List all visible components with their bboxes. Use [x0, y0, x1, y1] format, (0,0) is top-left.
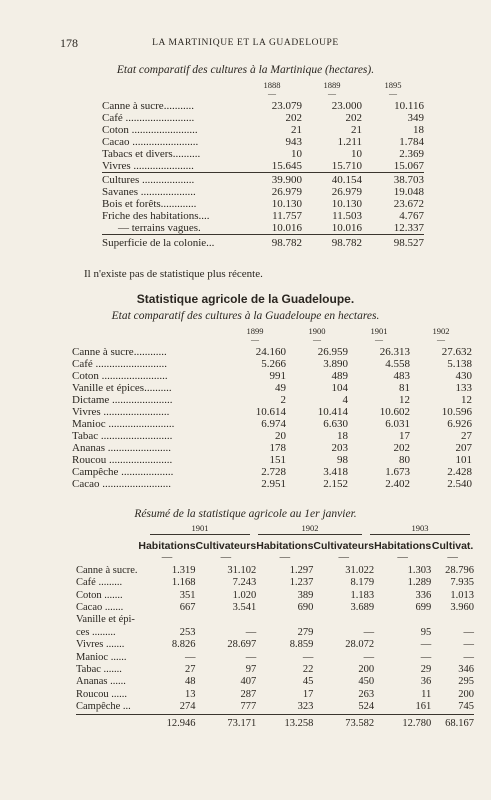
cell-value: 29 [420, 664, 432, 676]
cell-value: 11.503 [332, 210, 362, 222]
year-brace [150, 534, 250, 538]
cell-value: 28.796 [445, 564, 474, 576]
cell-value: 11.757 [272, 210, 302, 222]
table-row [72, 430, 472, 442]
running-head: LA MARTINIQUE ET LA GUADELOUPE [152, 38, 339, 48]
cell-value: 10 [291, 148, 302, 160]
cell-value: 3.960 [450, 602, 474, 614]
subheader: Habitations [138, 540, 196, 552]
guadeloupe-table-header: 1899 1900 1901 1902 — — — — [72, 326, 472, 343]
cell-value: 151 [269, 454, 286, 466]
guadeloupe-table-body [72, 346, 472, 490]
cell-value: 1.020 [232, 589, 257, 601]
cell-value: 98 [337, 454, 348, 466]
cell-value: 4 [342, 394, 348, 406]
cell-value: 202 [285, 112, 302, 124]
row-label: Vivres ...................... [102, 160, 194, 172]
cell-value: 28.697 [227, 639, 257, 651]
cell-value: 8.826 [171, 639, 196, 651]
cell-value: 27 [461, 430, 472, 442]
cell-value: 7.935 [450, 577, 474, 589]
row-label: Canne à sucre........... [102, 100, 194, 112]
cell-value: 49 [275, 382, 286, 394]
cell-value: 450 [358, 676, 375, 688]
row-label: Tabacs et divers.......... [102, 148, 201, 160]
cell-value: 202 [393, 442, 410, 454]
year-header: 1903 [411, 523, 429, 533]
cell-value: 1.303 [407, 564, 432, 576]
cell-value: 104 [331, 382, 348, 394]
cell-value: 10.414 [317, 406, 348, 418]
cell-value: 39.900 [242, 173, 302, 187]
cell-value: — [363, 626, 375, 638]
row-label: ces ......... [76, 626, 116, 638]
table-row [76, 602, 474, 614]
cell-value: 202 [345, 112, 362, 124]
cell-value: 21 [351, 124, 362, 136]
cell-value: 4.767 [399, 210, 424, 222]
cell-value: 7.243 [232, 577, 257, 589]
totals-row [76, 714, 474, 732]
row-label: Canne à sucre. [76, 564, 138, 576]
cell-value: 23.000 [331, 100, 362, 112]
cell-value: — [185, 651, 196, 663]
cell-value: 2.540 [447, 478, 472, 490]
cell-value: 10.016 [331, 222, 362, 234]
cell-value: 26.979 [271, 186, 302, 198]
cell-value: 274 [179, 701, 196, 713]
table-row [102, 186, 424, 198]
cell-value: 12 [399, 394, 410, 406]
cell-value: 8.179 [350, 577, 375, 589]
row-label: Canne à sucre............ [72, 346, 167, 358]
row-label: Cultures ................... [102, 173, 242, 187]
cell-value: 1.673 [385, 466, 410, 478]
table-row [102, 222, 424, 235]
table-row [72, 454, 472, 466]
table-row [102, 160, 424, 173]
cell-value: 26.959 [317, 346, 348, 358]
table-row [76, 676, 474, 688]
cell-value: 3.418 [323, 466, 348, 478]
cell-value: 10.130 [271, 198, 302, 210]
cell-value [256, 614, 313, 626]
subheader: Habitations [256, 540, 314, 552]
cell-value: 6.031 [385, 418, 410, 430]
table-row [102, 124, 424, 136]
row-label: Bois et forêts............. [102, 198, 197, 210]
row-label: Manioc ...... [76, 651, 127, 663]
table-row [76, 577, 474, 589]
cell-value: 10.596 [441, 406, 472, 418]
table-row [72, 358, 472, 370]
cell-value: 161 [415, 701, 432, 713]
row-label: Dictame ...................... [72, 394, 173, 406]
cell-value: 991 [269, 370, 286, 382]
cell-value: 1.013 [450, 589, 474, 601]
martinique-table: 1888 1889 1895 — — — [102, 80, 424, 97]
cell-value: 279 [297, 626, 314, 638]
table-row [76, 639, 474, 651]
cell-value: 263 [358, 688, 375, 700]
cell-value: 3.890 [323, 358, 348, 370]
subheader: Cultivat. [431, 540, 474, 552]
year-brace [370, 534, 470, 538]
row-label: Ananas ...... [76, 676, 126, 688]
cell-value: 15.710 [331, 160, 362, 172]
table1-note: Il n'existe pas de statistique plus récente. [84, 268, 263, 280]
cell-value: 98.782 [302, 235, 362, 251]
row-label: Cacao ......................... [72, 478, 171, 490]
cell-value [196, 614, 257, 626]
row-label: Cacao ....... [76, 602, 124, 614]
cell-value: 2.402 [385, 478, 410, 490]
total-value: 73.582 [313, 714, 374, 732]
section2-heading: Statistique agricole de la Guadeloupe. [136, 292, 355, 306]
cell-value: 13 [185, 688, 196, 700]
cell-value [313, 614, 374, 626]
cell-value: 389 [297, 589, 314, 601]
cell-value: 2.428 [447, 466, 472, 478]
year-header: 1902 [432, 326, 450, 336]
year-header: 1901 [191, 523, 209, 533]
cell-value: 2.369 [399, 148, 424, 160]
row-label: Café ......................... [102, 112, 195, 124]
cell-value: — [363, 651, 375, 663]
subheader: Habitations [374, 540, 432, 552]
cell-value: 203 [331, 442, 348, 454]
year-brace [258, 534, 362, 538]
cell-value: 667 [179, 602, 196, 614]
cell-value: 489 [331, 370, 348, 382]
cell-value: 81 [399, 382, 410, 394]
cell-value: 287 [240, 688, 257, 700]
cell-value: — [463, 651, 474, 663]
year-header: 1888 [263, 80, 281, 90]
cell-value: 524 [358, 701, 375, 713]
cell-value: 1.237 [289, 577, 314, 589]
cell-value: 10 [351, 148, 362, 160]
row-label: Superficie de la colonie... [102, 235, 242, 251]
table-row [76, 614, 474, 626]
table-row [72, 382, 472, 394]
cell-value: — [463, 639, 474, 651]
total-value: 13.258 [256, 714, 313, 732]
cell-value: 483 [393, 370, 410, 382]
cell-value: 6.926 [447, 418, 472, 430]
cell-value: 3.689 [350, 602, 375, 614]
cell-value: 5.138 [447, 358, 472, 370]
row-label: Vivres ....... [76, 639, 125, 651]
section3-title-text: Résumé de la statistique agricole au 1er janvier. [134, 508, 357, 520]
cell-value: 23.079 [271, 100, 302, 112]
cell-value: 1.784 [399, 136, 424, 148]
row-label: Tabac .......................... [72, 430, 173, 442]
cell-value: 2.951 [261, 478, 286, 490]
cell-value: 15.067 [393, 160, 424, 172]
cell-value: 31.102 [227, 564, 257, 576]
table-row [72, 442, 472, 454]
table-row [72, 478, 472, 490]
cell-value: 20 [275, 430, 286, 442]
row-label: Café .......................... [72, 358, 168, 370]
cell-value: 48 [185, 676, 196, 688]
cell-value: 943 [285, 136, 302, 148]
table-row [102, 148, 424, 160]
table-row [76, 590, 474, 602]
cell-value: 207 [455, 442, 472, 454]
cell-value: 26.979 [331, 186, 362, 198]
year-header: 1900 [308, 326, 326, 336]
row-label: Savanes .................... [102, 186, 196, 198]
cell-value: — [302, 651, 314, 663]
cell-value: 24.160 [255, 346, 286, 358]
martinique-table-body [102, 100, 424, 251]
total-value: 12.946 [138, 714, 195, 732]
cell-value: 17 [399, 430, 410, 442]
cell-value: 19.048 [393, 186, 424, 198]
cell-value: 10.016 [271, 222, 302, 234]
table-row [72, 418, 472, 430]
year-header: 1901 [370, 326, 388, 336]
cell-value: 2 [280, 394, 286, 406]
cell-value: 4.558 [385, 358, 410, 370]
table1-title: Etat comparatif des cultures à la Martinique (hectares). [116, 64, 375, 76]
cell-value: 10.116 [394, 100, 424, 112]
row-label: — terrains vagues. [118, 222, 201, 234]
table-row [102, 112, 424, 124]
table-row [76, 701, 474, 714]
table-row [102, 210, 424, 222]
total-value: 12.780 [374, 714, 431, 732]
row-label: Tabac ....... [76, 664, 122, 676]
table-row [102, 235, 424, 251]
cell-value: 40.154 [302, 173, 362, 187]
cell-value: 6.630 [323, 418, 348, 430]
year-header: 1899 [246, 326, 264, 336]
cell-value: 346 [458, 664, 474, 676]
cell-value: 101 [455, 454, 472, 466]
cell-value: 18 [337, 430, 348, 442]
table-row [72, 346, 472, 358]
table-row [102, 173, 424, 187]
row-label: Campêche ... [76, 701, 131, 713]
cell-value [374, 614, 431, 626]
cell-value: 699 [415, 602, 432, 614]
cell-value: 3.541 [232, 602, 257, 614]
cell-value: 12 [461, 394, 472, 406]
row-label: Vivres ........................ [72, 406, 170, 418]
row-label: Friche des habitations.... [102, 210, 210, 222]
cell-value: 1.168 [171, 577, 196, 589]
cell-value: 10.614 [255, 406, 286, 418]
cell-value: 23.672 [393, 198, 424, 210]
table-row [72, 370, 472, 382]
cell-value: 12.337 [393, 222, 424, 234]
table-row [76, 627, 474, 639]
table-row [72, 406, 472, 418]
section2-title: Etat comparatif des cultures à la Guadeloupe en hectares. [111, 310, 380, 322]
row-label: Vanille et épices.......... [72, 382, 172, 394]
cell-value: 349 [407, 112, 424, 124]
total-value: 68.167 [431, 714, 474, 732]
table-row [72, 394, 472, 406]
total-value: 73.171 [196, 714, 257, 732]
page-number: 178 [60, 36, 78, 50]
cell-value: — [463, 626, 474, 638]
cell-value: 80 [399, 454, 410, 466]
cell-value: 1.183 [350, 589, 375, 601]
table-row [72, 466, 472, 478]
cell-value: 10.130 [331, 198, 362, 210]
cell-value: 1.297 [289, 564, 314, 576]
cell-value: 27 [185, 664, 196, 676]
cell-value: 430 [455, 370, 472, 382]
cell-value: 178 [269, 442, 286, 454]
cell-value: 2.728 [261, 466, 286, 478]
cell-value: 11 [421, 688, 432, 700]
cell-value: 690 [297, 602, 314, 614]
cell-value: 200 [458, 688, 474, 700]
cell-value: 36 [420, 676, 432, 688]
cell-value: 45 [302, 676, 314, 688]
row-label: Café ......... [76, 577, 123, 589]
resume-table: Habitations Cultivateurs Habitations Cultivateurs Habitations Cultivat. — — — — — — Canne à sucre. 1.319 31.102 1.297 31.022 1.303 28.796 Café ......... 1.168 7.243 1.237 8.179 1.289 7.935 Coton ....... 351 1.020 389 1.183 336 1.013 Cacao ....... 667 3.541 690 3.689 699 3.960 Vanille et épi- ces ......... 253 — 279 — 95 — Vivres ....... 8.826 28.697 8.859 28.072 — — Manioc ...... — — — — — — Tabac ....... 27 97 22 200 29 346 Ananas ...... 48 407 45 450 36 295 Roucou ...... 13 287 17 263 11 200 Campêche ... 274 777 323 524 161 745 12.946 73.171 13.258 73.582 12.780 68.167 [76, 540, 474, 732]
cell-value: 95 [420, 626, 432, 638]
cell-value: 97 [245, 664, 257, 676]
cell-value: — [420, 651, 432, 663]
cell-value: 28.072 [345, 639, 375, 651]
cell-value: 31.022 [345, 564, 375, 576]
row-label: Campêche ................... [72, 466, 174, 478]
cell-value: 15.645 [271, 160, 302, 172]
cell-value: 295 [458, 676, 474, 688]
cell-value: — [420, 639, 432, 651]
cell-value: 351 [179, 589, 196, 601]
subheader: Cultivateurs [313, 540, 375, 552]
row-label: Vanille et épi- [76, 614, 135, 626]
cell-value: 745 [458, 701, 474, 713]
resume-year-header [146, 522, 474, 538]
cell-value: 6.974 [261, 418, 286, 430]
cell-value: 98.782 [242, 235, 302, 251]
cell-value: 200 [358, 664, 375, 676]
cell-value: 26.313 [379, 346, 410, 358]
subheader: Cultivateurs [195, 540, 257, 552]
cell-value: 133 [455, 382, 472, 394]
table-row [76, 664, 474, 676]
table-row [102, 100, 424, 112]
cell-value: 2.152 [323, 478, 348, 490]
cell-value: 21 [291, 124, 302, 136]
cell-value: 407 [240, 676, 257, 688]
cell-value [431, 614, 474, 626]
cell-value: — [245, 626, 257, 638]
cell-value: 27.632 [441, 346, 472, 358]
cell-value: 8.859 [289, 639, 314, 651]
cell-value: 18 [413, 124, 424, 136]
cell-value: 10.602 [379, 406, 410, 418]
cell-value: 17 [302, 688, 314, 700]
row-label: Coton ........................ [72, 370, 168, 382]
cell-value: 98.527 [362, 235, 424, 251]
year-header: 1902 [301, 523, 319, 533]
cell-value: 5.266 [261, 358, 286, 370]
cell-value: 777 [240, 701, 257, 713]
cell-value: 1.289 [407, 577, 432, 589]
cell-value: 1.319 [171, 564, 196, 576]
cell-value [138, 614, 195, 626]
row-label: Coton ....... [76, 589, 123, 601]
cell-value: 22 [302, 664, 314, 676]
cell-value: 38.703 [362, 173, 424, 187]
row-label: Cacao ........................ [102, 136, 199, 148]
row-label: Ananas ....................... [72, 442, 171, 454]
row-label: Manioc ........................ [72, 418, 175, 430]
cell-value: — [245, 651, 257, 663]
year-header: 1889 [323, 80, 341, 90]
row-label: Coton ........................ [102, 124, 198, 136]
cell-value: 323 [297, 701, 314, 713]
cell-value: 1.211 [337, 136, 362, 148]
table-row [76, 652, 474, 664]
table-row [76, 689, 474, 701]
cell-value: 253 [179, 626, 196, 638]
row-label: Roucou ...... [76, 688, 128, 700]
table-row [102, 136, 424, 148]
section3-title [0, 508, 491, 520]
row-label: Roucou ....................... [72, 454, 173, 466]
table-row [102, 198, 424, 210]
table-row [76, 565, 474, 577]
year-header: 1895 [384, 80, 402, 90]
cell-value: 336 [415, 589, 432, 601]
